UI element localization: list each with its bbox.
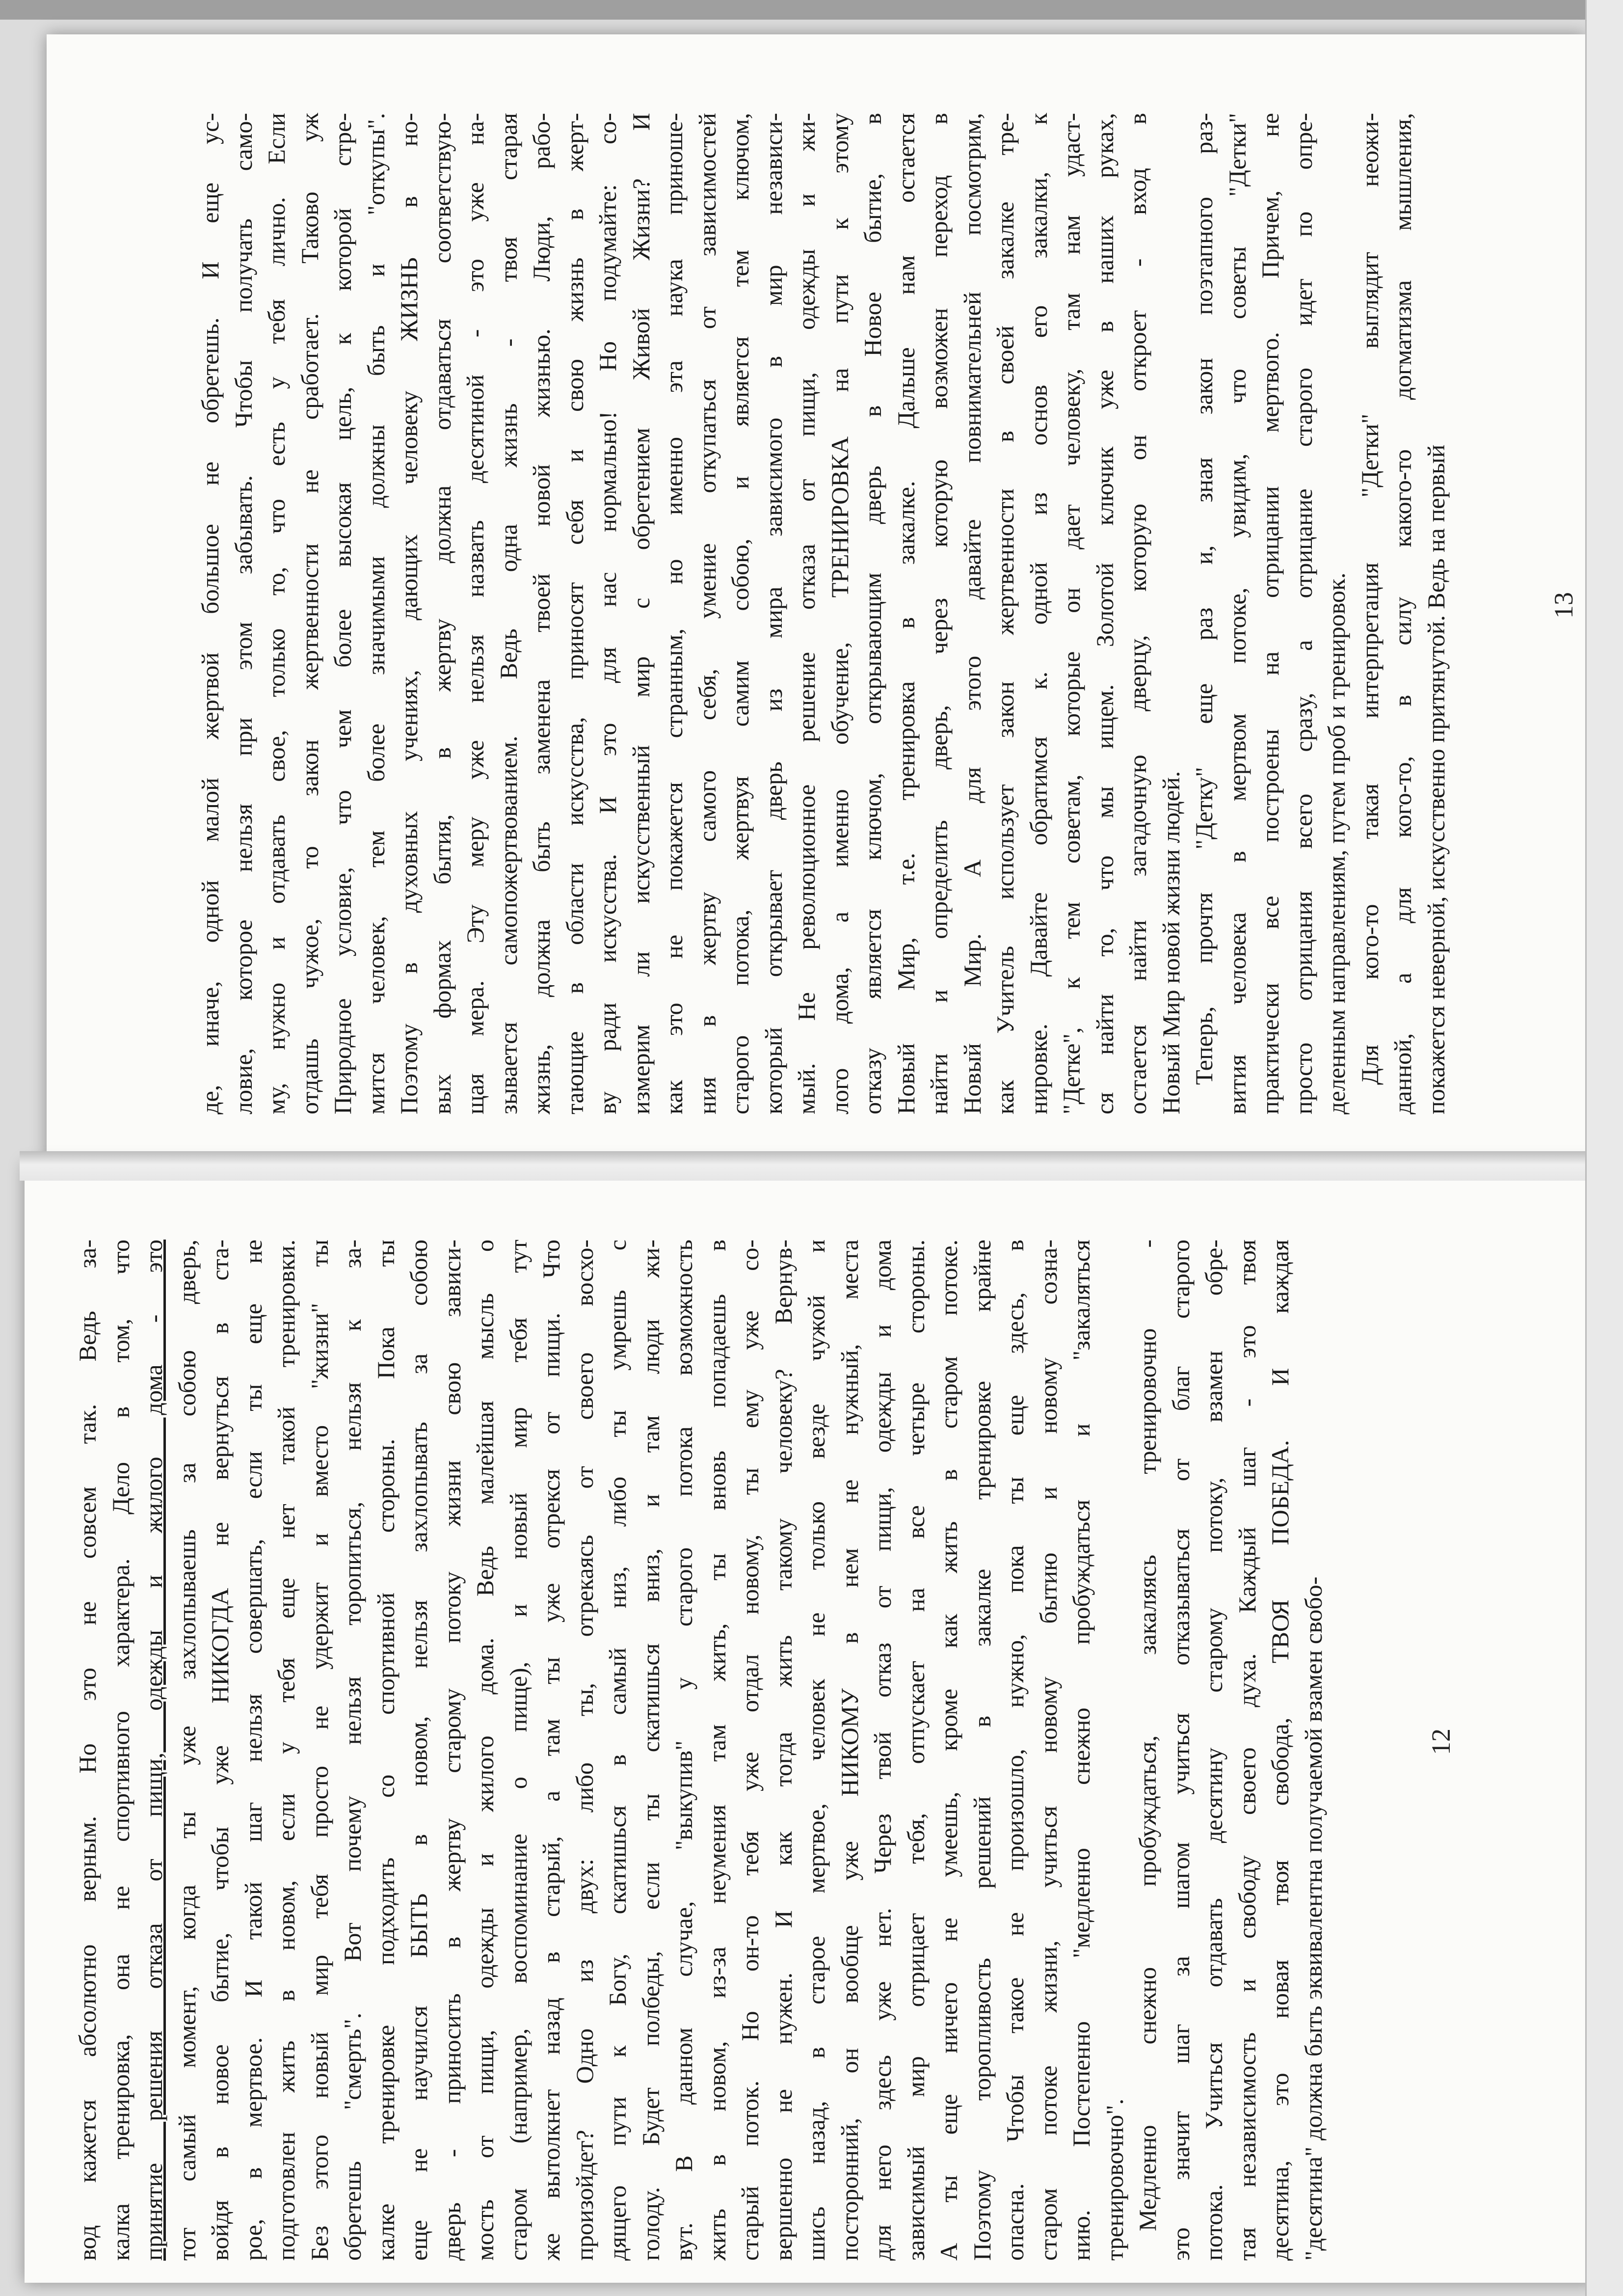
text-line: мый. Не революционное решение отказа от пищи, одежды и жи- <box>793 113 820 1114</box>
text-line: зывается самопожертвованием. Ведь одна жизнь - твоя старая <box>494 113 522 1114</box>
text-line: ния в жертву самого себя, умение откупаться от зависимостей <box>693 113 721 1114</box>
text-line: шись назад, в старое мертвое, человек не только везде чужой и <box>802 1240 830 2261</box>
text-line: вершенно не нужен. И как тогда жить такому человеку? Вернув- <box>769 1240 797 2261</box>
text-line: для него здесь уже нет. Через твой отказ от пищи, одежды и дома <box>869 1240 896 2261</box>
text-line: А ты еще ничего не умеешь, кроме как жить в старом потоке. <box>935 1240 962 2261</box>
text-line: мится человек, тем более значимыми должны быть и "откупы". <box>362 113 390 1114</box>
text-line: вод кажется абсолютно верным. Но это не совсем так. Ведь за- <box>74 1240 101 2261</box>
text-line: отказу является ключом, открывающим дверь в Новое бытие, в <box>859 113 886 1114</box>
text-line: подготовлен жить в новом, если у тебя еще нет такой тренировки. <box>272 1240 300 2261</box>
text-line: "Детке", к тем советам, которые он дает человеку, там нам удаст- <box>1058 113 1085 1114</box>
text-line: жить в новом, из-за неумения там жить, ты вновь попадаешь в <box>703 1240 731 2261</box>
page-number: 12 <box>1426 1729 1456 1755</box>
text-line: рое, в мертвое. И такой шаг нельзя совершать, если ты еще не <box>239 1240 267 2261</box>
text-line: опасна. Чтобы такое не произошло, нужно, пока ты еще здесь, в <box>1001 1240 1029 2261</box>
text-line: ву ради искусства. И это для нас нормально! Но подумайте: со- <box>594 113 621 1114</box>
text-line: калке тренировке подходить со спортивной стороны. Пока ты <box>372 1240 399 2261</box>
text-line: обретешь "смерть". Вот почему нельзя торопиться, нельзя к за- <box>339 1240 366 2261</box>
text-line: Для кого-то такая интерпретация "Детки" выглядит неожи- <box>1356 113 1384 1085</box>
page-13-text <box>194 113 1453 1114</box>
text-line: Без этого новый мир тебя просто не удержит и вместо "жизни" ты <box>305 1240 333 2261</box>
text-line: Поэтому торопливость решений в закалке тренировке крайне <box>968 1240 996 2261</box>
text-line: Новый Мир. А для этого давайте повнимательней посмотрим, <box>958 113 986 1114</box>
text-line: тая независимость и свободу своего духа. Каждый шаг - это твоя <box>1233 1240 1261 2261</box>
text-line: старого потока, жертвуя самим собою, и является тем ключом, <box>726 113 754 1114</box>
text-line: Поэтому в духовных учениях, дающих человеку ЖИЗНЬ в но- <box>395 113 423 1114</box>
text-line: деленным направлениям, путем проб и тренировок. <box>1323 572 1350 1114</box>
text-line: старом потоке жизни, учиться новому бытию и новому созна- <box>1034 1240 1062 2261</box>
text-line: остается найти загадочную дверцу, которую он откроет - вход в <box>1124 113 1151 1114</box>
text-line: Медленно снежно пробуждаться, закаляясь тренировочно - <box>1134 1240 1161 2231</box>
text-line: "десятина" должна быть эквивалентна получаемой взамен свобо- <box>1299 1576 1327 2261</box>
text-line: вития человека в мертвом потоке, увидим, что советы "Детки" <box>1223 113 1251 1114</box>
book-gutter <box>20 1151 1605 1181</box>
text-line: вых формах бытия, в жертву должна отдаваться соответствую- <box>428 113 456 1114</box>
text-line: мость от пищи, одежды и жилого дома. Ведь малейшая мысль о <box>471 1240 499 2261</box>
text-line: отдашь чужое, то закон жертвенности не сработает. Таково уж <box>295 113 323 1114</box>
text-line: вут. В данном случае, "выкупив" у старого потока возможность <box>670 1240 697 2261</box>
text-line: тренировочно". <box>1100 2099 1128 2261</box>
text-line: данной, а для кого-то, в силу какого-то догматизма мышления, <box>1389 113 1416 1114</box>
text-line: тот самый момент, когда ты уже захлопываешь за собою дверь, <box>173 1240 201 2261</box>
page-12-text <box>71 1240 1330 2261</box>
text-line: Теперь, прочтя "Детку" еще раз и, зная закон поэтапного раз- <box>1190 113 1218 1085</box>
page-number: 13 <box>1549 592 1578 619</box>
text-line: зависимый мир отрицает тебя, отпускает на все четыре стороны. <box>902 1240 930 2261</box>
text-line: измерим ли искусственный мир с обретением Живой Жизни? И <box>627 113 655 1114</box>
text-line: же вытолкнет назад в старый, а там ты уже отрекся от пищи. Что <box>537 1240 565 2261</box>
text-line: щая мера. Эту меру уже нельзя назвать десятиной - это уже на- <box>461 113 489 1114</box>
text-line: голоду. Будет полбеды, если ты скатишься вниз, и там люди жи- <box>637 1240 665 2261</box>
text-line: старый поток. Но он-то тебя уже отдал новому, ты ему уже со- <box>736 1240 764 2261</box>
text-line: принятие решения отказа от пищи, одежды и жилого дома - это <box>140 1240 167 2261</box>
text-line: посторонний, он вообще уже НИКОМУ в нем не нужный, места <box>835 1240 863 2261</box>
text-line: старом (например, воспоминание о пище), и новый мир тебя тут <box>504 1240 532 2261</box>
page-12 <box>71 1240 1456 2261</box>
page-13 <box>194 113 1578 1114</box>
text-line: просто отрицания всего сразу, а отрицание старого идет по опре- <box>1289 113 1317 1114</box>
text-line: Новый Мир новой жизни людей. <box>1157 771 1185 1114</box>
scanner-edge <box>0 0 1623 20</box>
text-line: потока. Учиться отдавать десятину старому потоку, взамен обре- <box>1200 1240 1227 2261</box>
page-edge-strip <box>1585 0 1623 2296</box>
text-line: войдя в новое бытие, чтобы уже НИКОГДА не вернуться в ста- <box>206 1240 234 2261</box>
text-line: покажется неверной, искусственно притянутой. Ведь на первый <box>1422 444 1450 1114</box>
text-line: му, нужно и отдавать свое, только то, что есть у тебя лично. Если <box>263 113 290 1114</box>
text-line: это значит шаг за шагом учиться отказываться от благ старого <box>1167 1240 1195 2261</box>
text-line: как это не покажется странным, но именно эта наука приноше- <box>660 113 688 1114</box>
text-line: как Учитель использует закон жертвенности в своей закалке тре- <box>991 113 1019 1114</box>
text-line: практически все построены на отрицании мертвого. Причем, не <box>1256 113 1284 1114</box>
text-line: нировке. Давайте обратимся к. одной из основ его закалки, к <box>1024 113 1052 1114</box>
text-line: нию. Постепенно "медленно снежно пробуждаться и "закаляться <box>1067 1240 1095 2261</box>
text-line: тающие в области искусства, приносят себя и свою жизнь в жерт- <box>560 113 588 1114</box>
text-line: еще не научился БЫТЬ в новом, нельзя захлопывать за собою <box>405 1240 432 2261</box>
text-line: десятина, это новая твоя свобода, ТВОЯ ПОБЕДА. И каждая <box>1266 1240 1294 2261</box>
text-line: который открывает дверь из мира зависимого в мир независи- <box>759 113 787 1114</box>
text-line: произойдет? Одно из двух: либо ты, отрекаясь от своего восхо- <box>570 1240 598 2261</box>
text-line: ся найти то, что мы ищем. Золотой ключик уже в наших руках, <box>1091 113 1118 1114</box>
text-line: лого дома, а именно обучение, ТРЕНИРОВКА на пути к этому <box>825 113 853 1114</box>
text-line: де, иначе, одной малой жертвой большое не обретешь. И еще ус- <box>196 113 224 1114</box>
text-line: найти и определить дверь, через которую возможен переход в <box>925 113 953 1114</box>
text-line: калка тренировка, она не спортивного характера. Дело в том, что <box>106 1240 134 2261</box>
text-line: дящего пути к Богу, скатишься в самый низ, либо ты умрешь с <box>604 1240 631 2261</box>
text-line: жизнь, должна быть заменена твоей новой жизнью. Люди, рабо- <box>528 113 555 1114</box>
text-line: Природное условие, что чем более высокая цель, к которой стре- <box>329 113 356 1114</box>
text-line: дверь - приносить в жертву старому потоку жизни свою зависи- <box>438 1240 466 2261</box>
text-line: ловие, которое нельзя при этом забывать. Чтобы получать само- <box>229 113 257 1114</box>
text-line: Новый Мир, т.е. тренировка в закалке. Дальше нам остается <box>892 113 920 1114</box>
